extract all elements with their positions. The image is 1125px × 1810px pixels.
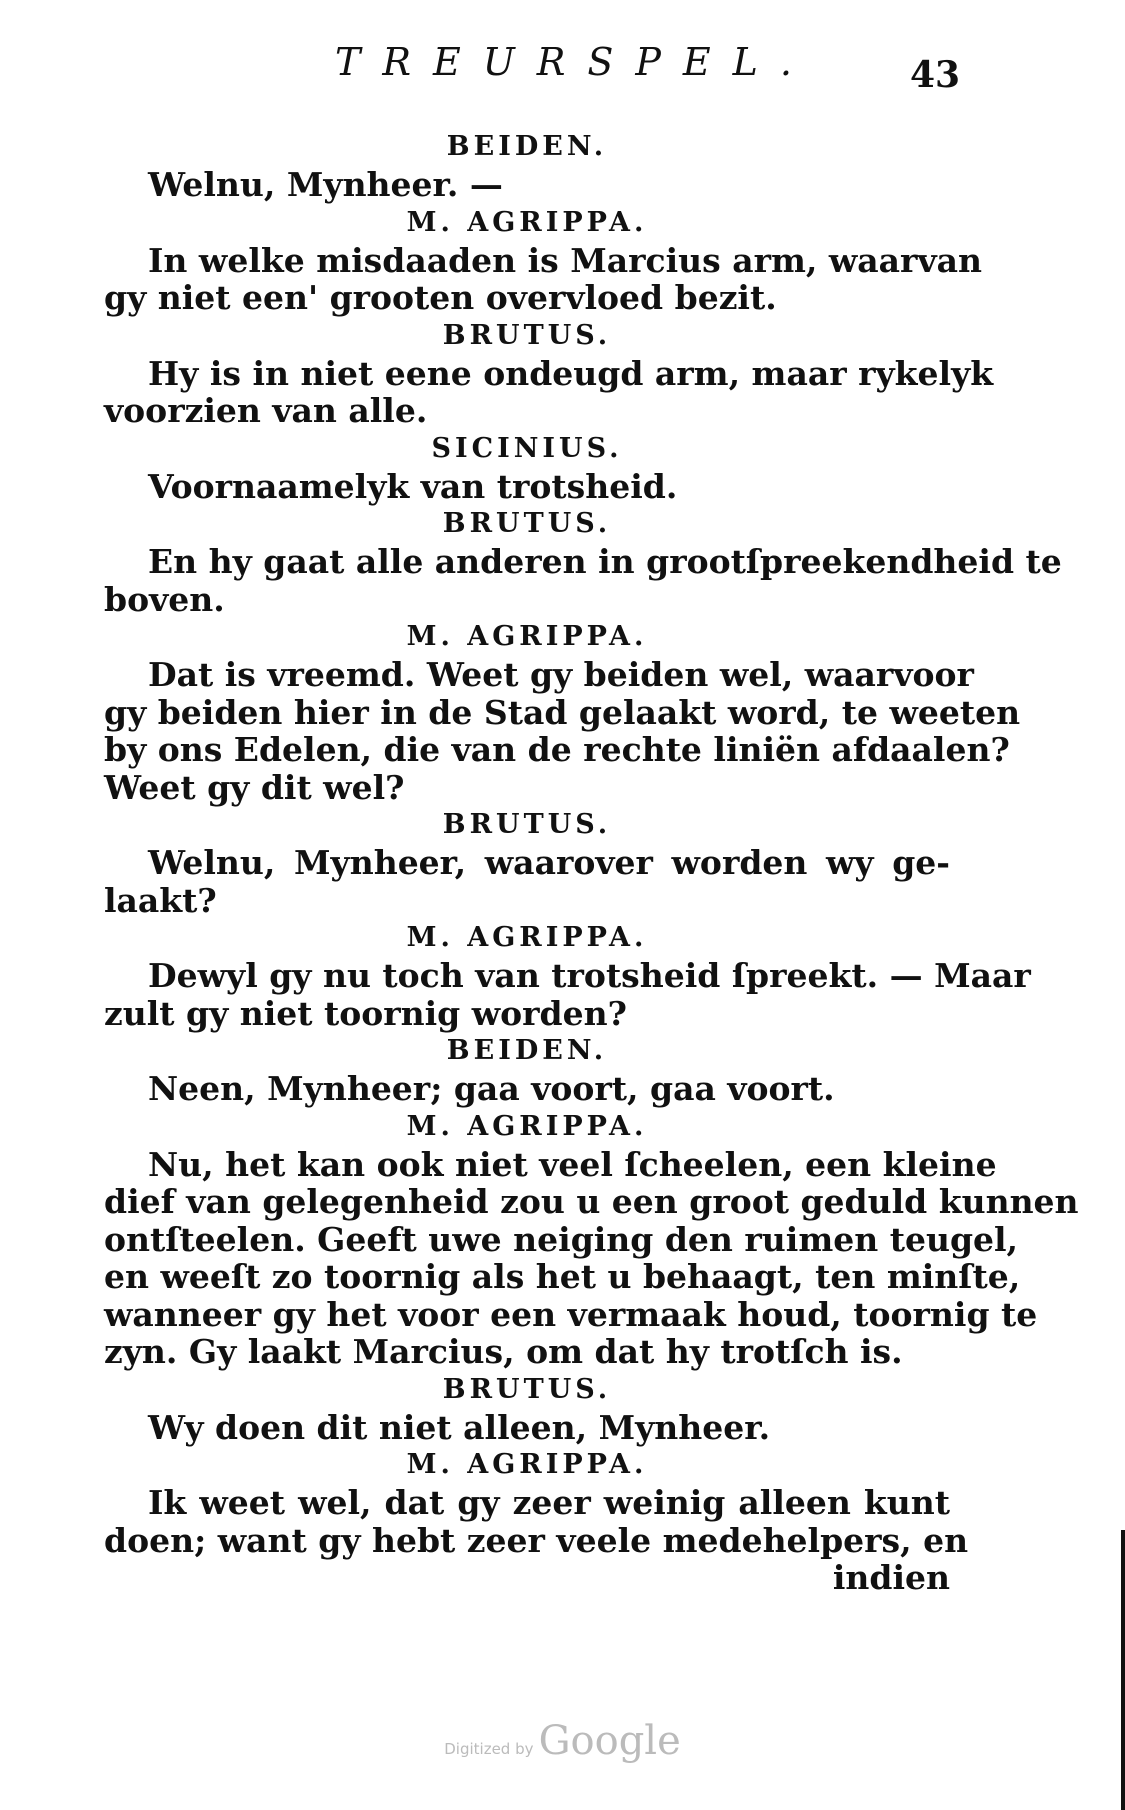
speaker-name: BRUTUS. bbox=[442, 508, 612, 539]
dialogue-text bbox=[104, 128, 1079, 1597]
speech-line: Ik weet wel, dat gy zeer weinig alleen kunt bbox=[148, 1483, 950, 1522]
speech bbox=[104, 1144, 1079, 1371]
speaker-name: M. AGRIPPA. bbox=[406, 1110, 648, 1142]
speaker-name: BRUTUS. bbox=[442, 1373, 612, 1405]
speech-line: laakt? bbox=[104, 880, 217, 920]
speaker-name: M. AGRIPPA. bbox=[406, 621, 648, 652]
digitized-by-label: Digitized by bbox=[444, 1740, 534, 1758]
speech bbox=[104, 956, 1031, 1033]
speech-line: boven. bbox=[104, 579, 225, 619]
speech-line: Neen, Mynheer; gaa voort, gaa voort. bbox=[148, 1069, 835, 1108]
digitization-footer bbox=[0, 1718, 1125, 1764]
speech bbox=[104, 353, 994, 430]
speech bbox=[104, 542, 1062, 619]
running-title: TREURSPEL. bbox=[335, 40, 814, 84]
speech-line: doen; want gy hebt zeer veele medehelpers, en bbox=[104, 1520, 969, 1560]
speech-line: Weet gy dit wel? bbox=[104, 767, 405, 807]
speech-line: Dewyl gy nu toch van trotsheid ſpreekt. — Maar bbox=[148, 956, 1031, 995]
speaker-name: BRUTUS. bbox=[442, 809, 612, 840]
speech-line: Welnu, Mynheer, waarover worden wy ge- bbox=[148, 843, 950, 882]
speech-line: by ons Edelen, die van de rechte liniën afdaalen? bbox=[104, 730, 1010, 769]
speech bbox=[104, 240, 982, 317]
speech-line: Dat is vreemd. Weet gy beiden wel, waarvoor bbox=[148, 655, 974, 694]
page-edge-divider bbox=[1121, 1530, 1125, 1810]
speech bbox=[104, 166, 950, 204]
speech bbox=[104, 1483, 969, 1560]
speech bbox=[104, 655, 1021, 807]
running-head bbox=[0, 40, 1125, 96]
speech bbox=[104, 844, 950, 919]
speaker-name: M. AGRIPPA. bbox=[406, 1449, 648, 1480]
speech bbox=[104, 1070, 950, 1108]
speech-line: Nu, het kan ook niet veel ſcheelen, een kleine bbox=[148, 1144, 997, 1184]
speech-line: en weeſt zo toornig als het u behaagt, ten minſte, bbox=[104, 1257, 1021, 1296]
speech-line: ontſteelen. Geeft uwe neiging den ruimen teugel, bbox=[104, 1219, 1019, 1259]
speech-line: zyn. Gy laakt Marcius, om dat hy trotſch is. bbox=[104, 1332, 903, 1371]
speaker-name: M. AGRIPPA. bbox=[406, 206, 648, 238]
speaker-name: BEIDEN. bbox=[446, 131, 608, 162]
catchword: indien bbox=[832, 1558, 950, 1597]
speech-line: gy beiden hier in de Stad gelaakt word, te weeten bbox=[104, 692, 1021, 732]
speech-line: voorzien van alle. bbox=[104, 391, 428, 430]
speaker-name: M. AGRIPPA. bbox=[406, 922, 648, 953]
speech-line: Wy doen dit niet alleen, Mynheer. bbox=[148, 1407, 771, 1447]
speech-line: Hy is in niet eene ondeugd arm, maar rykelyk bbox=[148, 353, 994, 393]
speech-line: wanneer gy het voor een vermaak houd, toornig te bbox=[104, 1294, 1038, 1334]
page-number: 43 bbox=[910, 54, 961, 96]
speech-line: zult gy niet toornig worden? bbox=[104, 993, 627, 1033]
speech bbox=[104, 1409, 950, 1447]
speaker-name: SICINIUS. bbox=[431, 432, 623, 464]
speech-line: Welnu, Mynheer. — bbox=[148, 165, 503, 204]
speech bbox=[104, 468, 950, 506]
google-logo: Google bbox=[538, 1718, 681, 1764]
speech-line: Voornaamelyk van trotsheid. bbox=[148, 466, 678, 506]
speech-line: dief van gelegenheid zou u een groot geduld kunnen bbox=[104, 1182, 1079, 1221]
speech-line: gy niet een' grooten overvloed bezit. bbox=[104, 278, 777, 317]
speaker-name: BEIDEN. bbox=[446, 1035, 608, 1066]
speaker-name: BRUTUS. bbox=[442, 319, 612, 351]
speech-line: In welke misdaaden is Marcius arm, waarvan bbox=[148, 240, 982, 280]
speech-line: En hy gaat alle anderen in grootſpreekendheid te bbox=[148, 542, 1062, 581]
